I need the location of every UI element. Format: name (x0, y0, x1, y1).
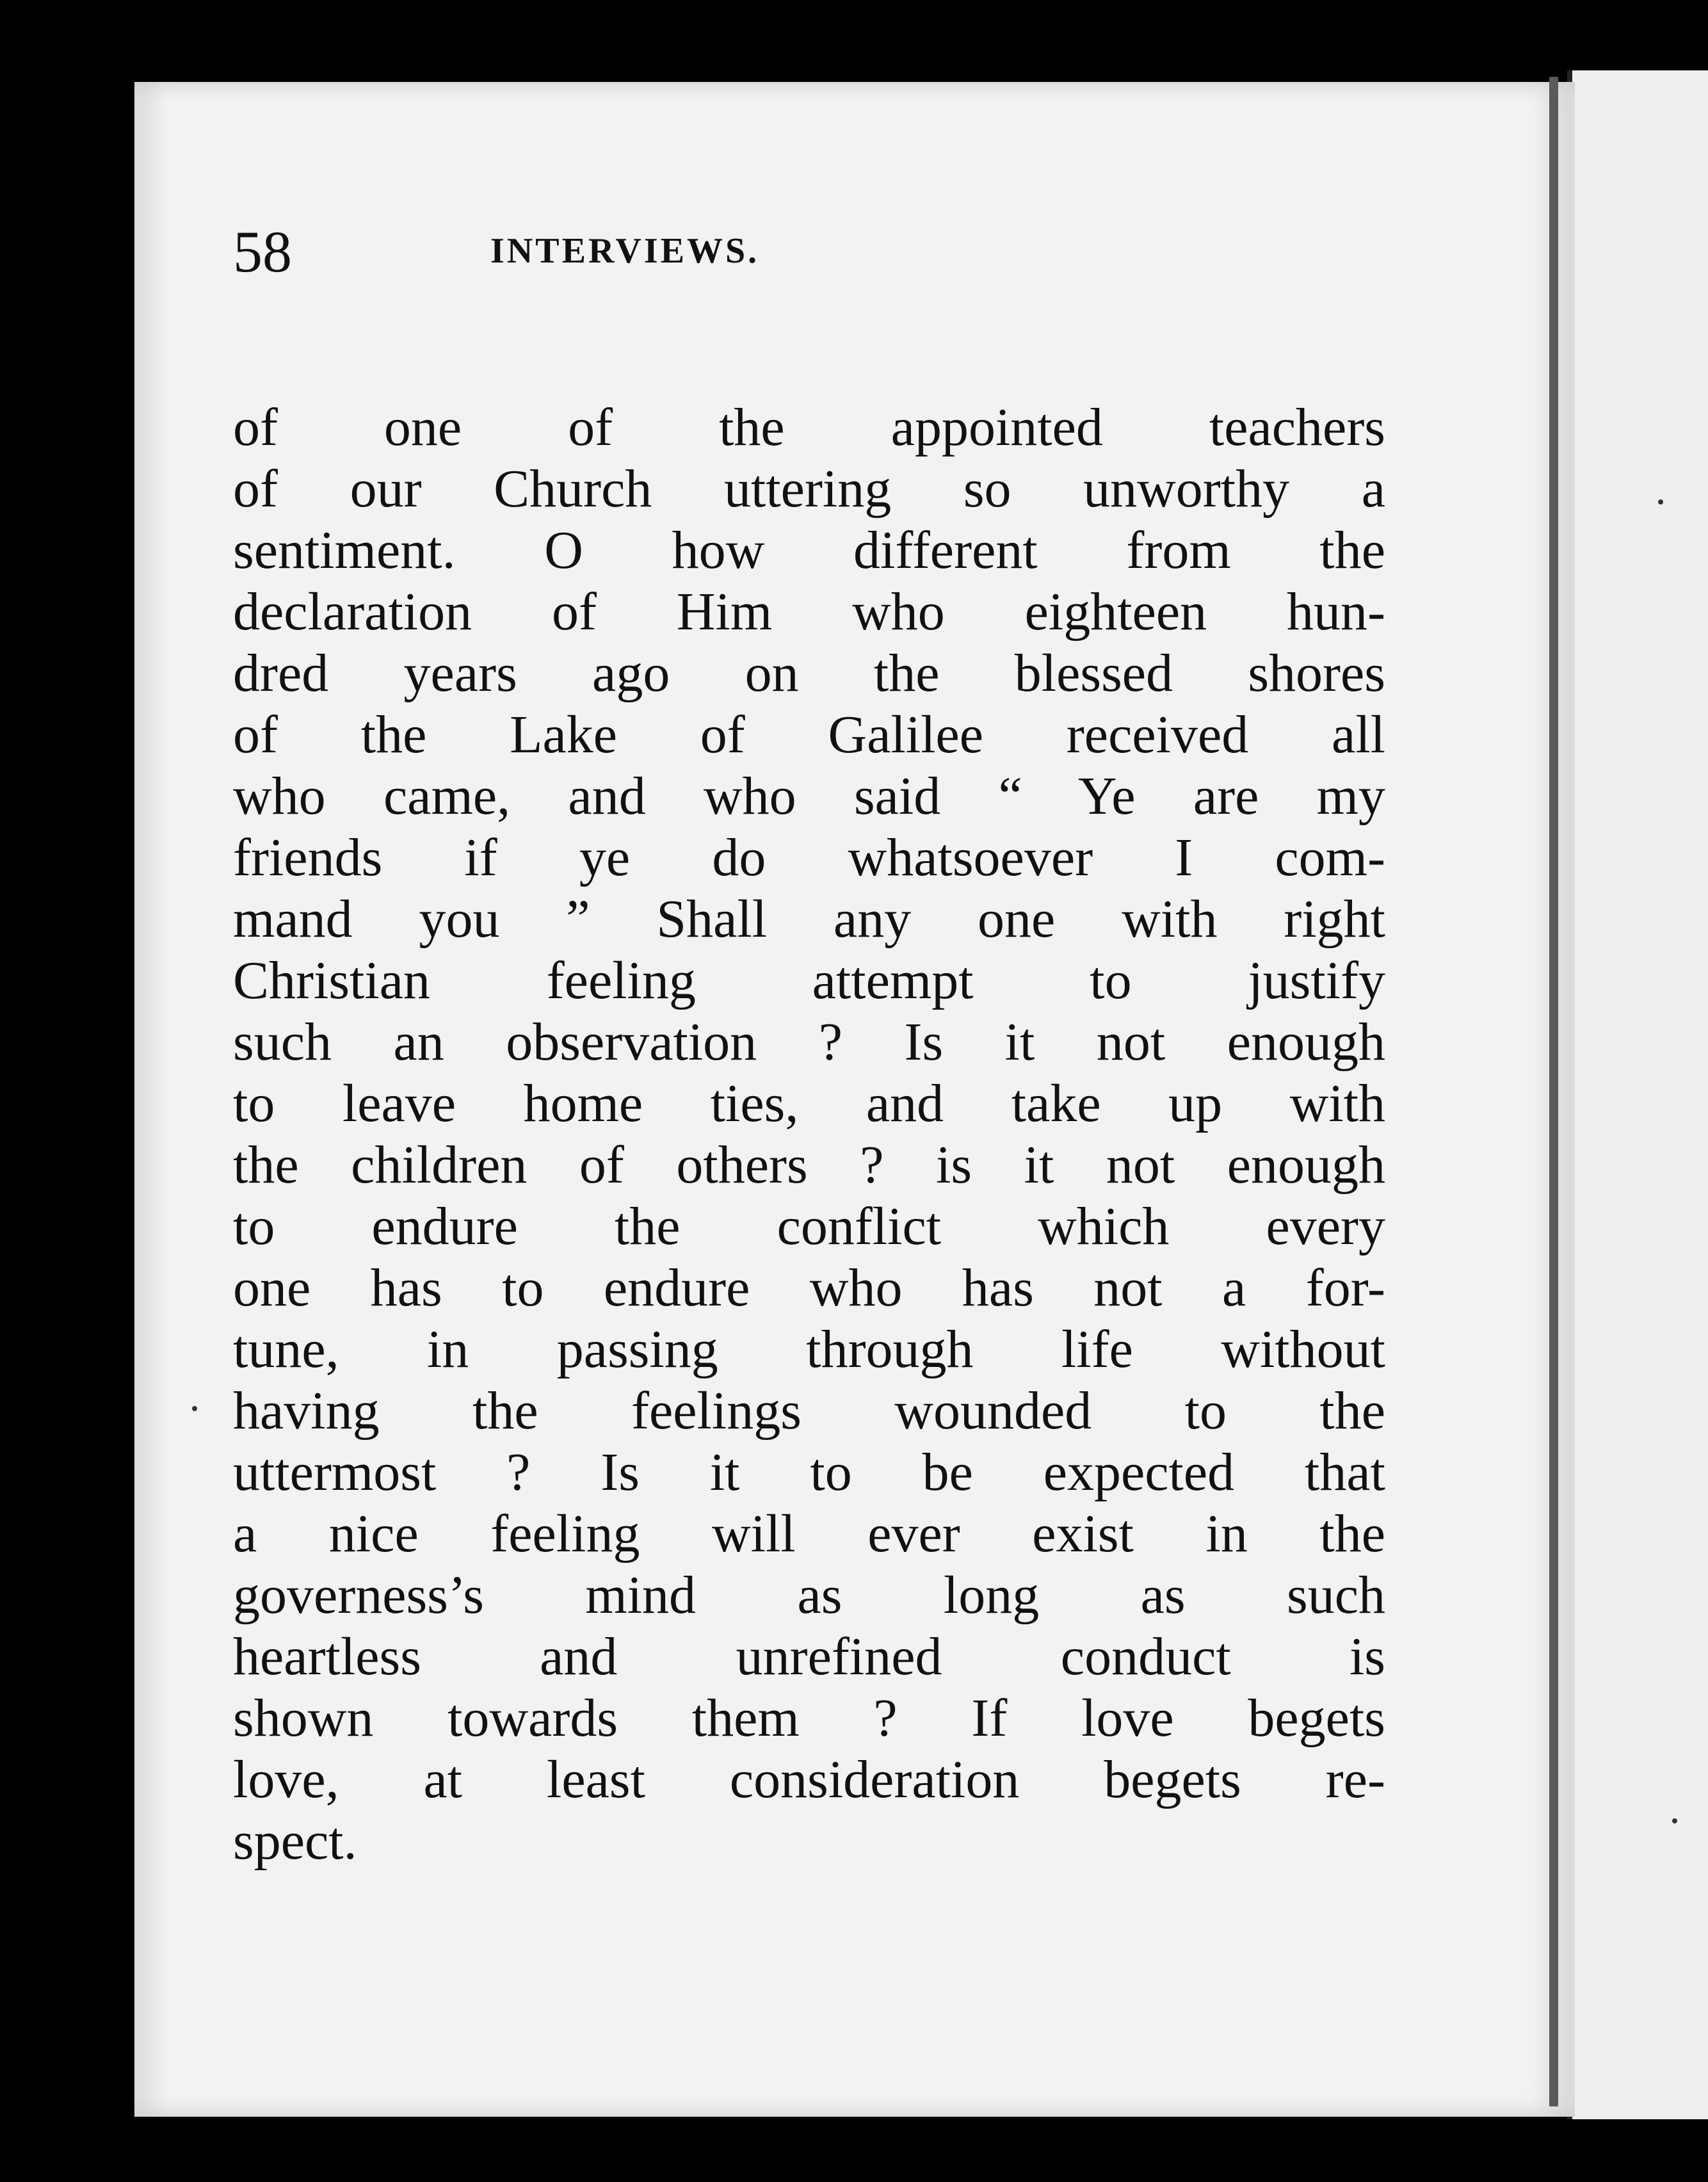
running-head (233, 210, 1104, 293)
text-line: mand you ” Shall any one with right (233, 889, 1385, 949)
dust-speck (1672, 1818, 1677, 1823)
text-line: spect. (233, 1811, 357, 1871)
text-line: declaration of Him who eighteen hun- (233, 582, 1385, 642)
text-line: uttermost ? Is it to be expected that (233, 1443, 1385, 1502)
text-line: tune, in passing through life without (233, 1320, 1385, 1379)
body-paragraph (233, 397, 1385, 1872)
facing-page (1570, 70, 1708, 2119)
text-line: one has to endure who has not a for- (233, 1258, 1385, 1318)
text-line: a nice feeling will ever exist in the (233, 1504, 1385, 1564)
text-line: Christian feeling attempt to justify (233, 951, 1385, 1010)
dust-speck (192, 1406, 197, 1411)
running-title: INTERVIEWS. (490, 231, 760, 271)
text-line: governess’s mind as long as such (233, 1565, 1385, 1625)
text-line: having the feelings wounded to the (233, 1381, 1385, 1441)
text-line: friends if ye do whatsoever I com- (233, 828, 1385, 887)
text-line: love, at least consideration begets re- (233, 1750, 1385, 1809)
text-line: of the Lake of Galilee received all (233, 705, 1385, 764)
dust-speck (1658, 499, 1663, 505)
text-line: to leave home ties, and take up with (233, 1074, 1385, 1133)
text-line: heartless and unrefined conduct is (233, 1627, 1385, 1686)
text-line: who came, and who said “ Ye are my (233, 766, 1385, 826)
text-line: the children of others ? is it not enough (233, 1135, 1385, 1195)
page-number: 58 (233, 219, 292, 284)
text-line: such an observation ? Is it not enough (233, 1012, 1385, 1072)
text-line: shown towards them ? If love begets (233, 1688, 1385, 1748)
text-line: sentiment. O how different from the (233, 521, 1385, 580)
text-line: dred years ago on the blessed shores (233, 643, 1385, 703)
page-edge-shadow (1549, 77, 1558, 2106)
text-line: of our Church uttering so unworthy a (233, 459, 1385, 519)
text-line: of one of the appointed teachers (233, 398, 1385, 457)
text-line: to endure the conflict which every (233, 1197, 1385, 1256)
